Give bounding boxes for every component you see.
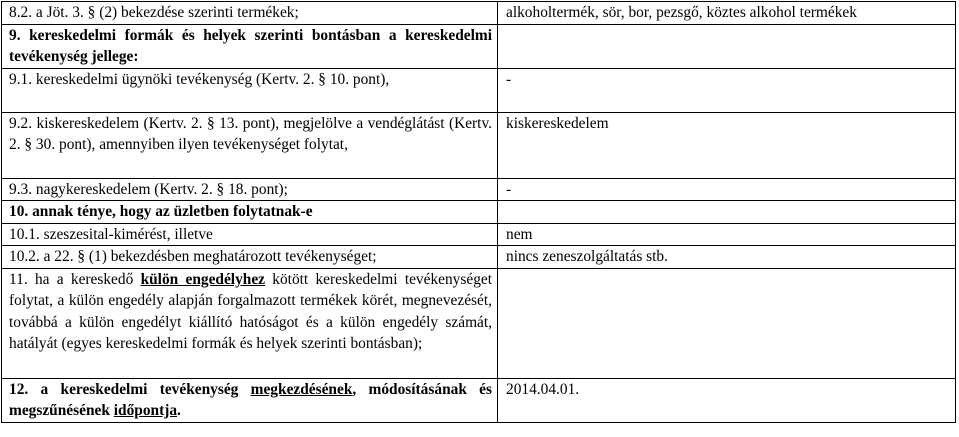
table-row [2,178,956,201]
row-label-part: 12. a kereskedelmi tevékenység [9,380,251,398]
row-value [498,24,956,68]
table-row [2,112,956,178]
row-value: kiskereskedelem [498,112,956,178]
row-value: 2014.04.01. [498,378,956,422]
row-value [498,201,956,224]
row-label-part: 11. ha a kereskedő [9,270,141,288]
row-label: 10.1. szeszesital-kimérést, illetve [2,223,498,246]
table-row [2,268,956,378]
row-label: 9.2. kiskereskedelem (Kertv. 2. § 13. pont), megjelölve a vendéglátást (Kertv. 2. § 30. pont), amennyiben ilyen tevékenységet folytat, [2,112,498,178]
row-label-part: . [177,402,181,419]
row-value: - [498,178,956,201]
row-label-emphasis: megkezdésének [250,380,353,398]
table-row [2,2,956,25]
row-label: 10. annak ténye, hogy az üzletben folytatnak-e [2,201,498,224]
row-label-emphasis: külön engedélyhez [140,270,265,288]
row-label: 9.1. kereskedelmi ügynöki tevékenység (Kertv. 2. § 10. pont), [2,68,498,112]
row-label-part: , módosításának és megszűnésének [9,380,492,419]
table-row [2,68,956,112]
row-label: 9.3. nagykereskedelem (Kertv. 2. § 18. pont); [2,178,498,201]
table-row [2,223,956,246]
table-row [2,201,956,224]
row-value: nem [498,223,956,246]
table-row [2,246,956,269]
table-row [2,378,956,422]
row-label-part: kötött kereskedelmi tevékenységet folytat, a külön engedély alapján forgalmazott termékek körét, megnevezését, továbbá a külön engedélyt kiállító hatóságot és a külön engedély számát, hatályát (egyes kereskedelmi formák és helyek szerinti bontásban); [9,270,492,352]
row-label: 8.2. a Jöt. 3. § (2) bekezdése szerinti termékek; [2,2,498,25]
row-value: - [498,68,956,112]
table-row [2,24,956,68]
row-value: nincs zeneszolgáltatás stb. [498,246,956,269]
registry-table [1,1,956,423]
row-label: 9. kereskedelmi formák és helyek szerinti bontásban a kereskedelmi tevékenység jellege: [2,24,498,68]
row-value [498,268,956,378]
row-value: alkoholtermék, sör, bor, pezsgő, köztes alkohol termékek [498,2,956,25]
row-label-emphasis: időpontja [113,402,178,419]
row-label: 10.2. a 22. § (1) bekezdésben meghatározott tevékenységet; [2,246,498,269]
row-label [2,268,498,378]
row-label [2,378,498,422]
